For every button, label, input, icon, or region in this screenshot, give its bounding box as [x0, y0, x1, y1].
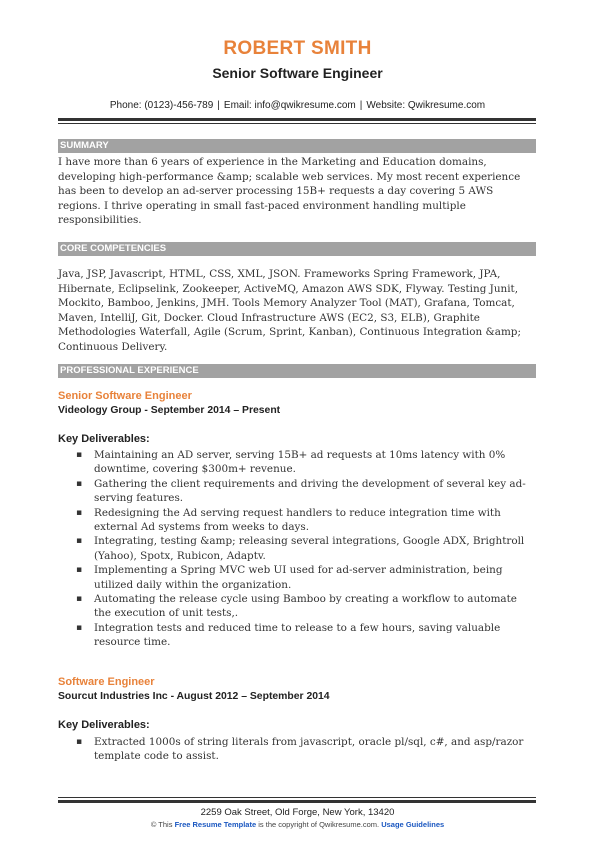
- footer-divider: [58, 800, 536, 803]
- list-item: [58, 735, 536, 764]
- contact-line: [0, 100, 595, 111]
- list-item: [58, 592, 536, 621]
- list-item-text: Gathering the client requirements and driving the development of several key ad-serving features.: [94, 477, 526, 505]
- footer-address: 2259 Oak Street, Old Forge, New York, 13420: [200, 807, 395, 818]
- bullet-icon: ▪: [76, 478, 83, 489]
- list-item: [58, 448, 536, 477]
- deliverables-label: Key Deliverables:: [58, 719, 150, 731]
- list-item: [58, 477, 536, 506]
- bullet-icon: ▪: [76, 536, 83, 547]
- contact-website: Website: Qwikresume.com: [366, 100, 486, 111]
- contact-separator: |: [359, 100, 363, 111]
- list-item-text: Redesigning the Ad serving request handlers to reduce integration time with external Ad systems from weeks to days.: [94, 506, 501, 534]
- bullet-icon: ▪: [76, 737, 83, 747]
- bullet-icon: ▪: [76, 622, 83, 633]
- contact-phone: Phone: (0123)-456-789: [109, 100, 214, 111]
- list-item: [58, 506, 536, 535]
- candidate-title: Senior Software Engineer: [212, 65, 383, 81]
- job-title: Software Engineer: [58, 676, 155, 688]
- section-heading-experience: PROFESSIONAL EXPERIENCE: [58, 364, 536, 378]
- list-item: [58, 534, 536, 563]
- footer-divider-thin: [58, 797, 536, 798]
- copyright-text: is the copyright of Qwikresume.com.: [258, 820, 380, 829]
- section-heading-competencies: CORE COMPETENCIES: [58, 242, 536, 256]
- contact-separator: |: [217, 100, 220, 111]
- list-item-text: Integration tests and reduced time to release to a few hours, saving valuable resource time.: [94, 621, 501, 649]
- deliverables-list: [58, 735, 536, 764]
- usage-guidelines-link[interactable]: Usage Guidelines: [381, 820, 445, 829]
- list-item-text: Extracted 1000s of string literals from javascript, oracle pl/sql, c#, and asp/razor template code to assist.: [94, 736, 524, 763]
- list-item-text: Automating the release cycle using Bamboo by creating a workflow to automate the execution of unit tests,.: [94, 593, 517, 620]
- bullet-icon: ▪: [76, 507, 83, 518]
- list-item: [58, 563, 536, 592]
- copyright-prefix: © This: [150, 820, 173, 829]
- footer-copyright: [0, 820, 595, 829]
- list-item-text: Implementing a Spring MVC web UI used for ad-server administration, being utilized daily within the organization.: [94, 564, 503, 591]
- contact-email: Email: info@qwikresume.com: [223, 100, 356, 111]
- list-item-text: Maintaining an AD server, serving 15B+ ad requests at 10ms latency with 0% downtime, covering $300m+ revenue.: [94, 449, 506, 476]
- header-divider: [58, 118, 536, 121]
- competencies-text: Java, JSP, Javascript, HTML, CSS, XML, JSON. Frameworks Spring Framework, JPA, Hibernate, Eclipselink, Zookeeper, ActiveMQ, Amazon AWS SDK, Flyway. Testing Junit, Mockito, Bamboo, Jenkins, JMH. Tools Memory Analyzer Tool (MAT), Grafana, Tomcat, Maven, IntelliJ, Git, Docker. Cloud Infrastructure AWS (EC2, S3, ELB), Graphite Methodologies Waterfall, Agile (Scrum, Sprint, Kanban), Continuous Integration &amp; Continuous Delivery.: [58, 268, 521, 353]
- header-divider-thin: [58, 123, 536, 124]
- summary-text: I have more than 6 years of experience in the Marketing and Education domains, developing high-performance &amp; scalable web services. My most recent experience has been to develop an ad-server processing 15B+ requests a day covering 5 AWS regions. I thrive operating in small fast-paced environment handling multiple responsibilities.: [58, 156, 521, 226]
- job-company: Videology Group - September 2014 – Present: [58, 405, 281, 416]
- list-item-text: Integrating, testing &amp; releasing several integrations, Google ADX, Brightroll (Yahoo), Spotx, Rubicon, Adaptv.: [94, 535, 525, 562]
- job-title: Senior Software Engineer: [58, 390, 192, 402]
- section-heading-summary: SUMMARY: [58, 139, 536, 153]
- deliverables-list: [58, 448, 536, 650]
- job-company: Sourcut Industries Inc - August 2012 – September 2014: [58, 691, 330, 702]
- free-resume-template-link[interactable]: Free Resume Template: [174, 820, 257, 829]
- bullet-icon: ▪: [76, 565, 83, 576]
- deliverables-label: Key Deliverables:: [58, 433, 150, 445]
- bullet-icon: ▪: [76, 450, 83, 460]
- bullet-icon: ▪: [76, 594, 83, 605]
- list-item: [58, 621, 536, 650]
- candidate-name: ROBERT SMITH: [223, 38, 372, 59]
